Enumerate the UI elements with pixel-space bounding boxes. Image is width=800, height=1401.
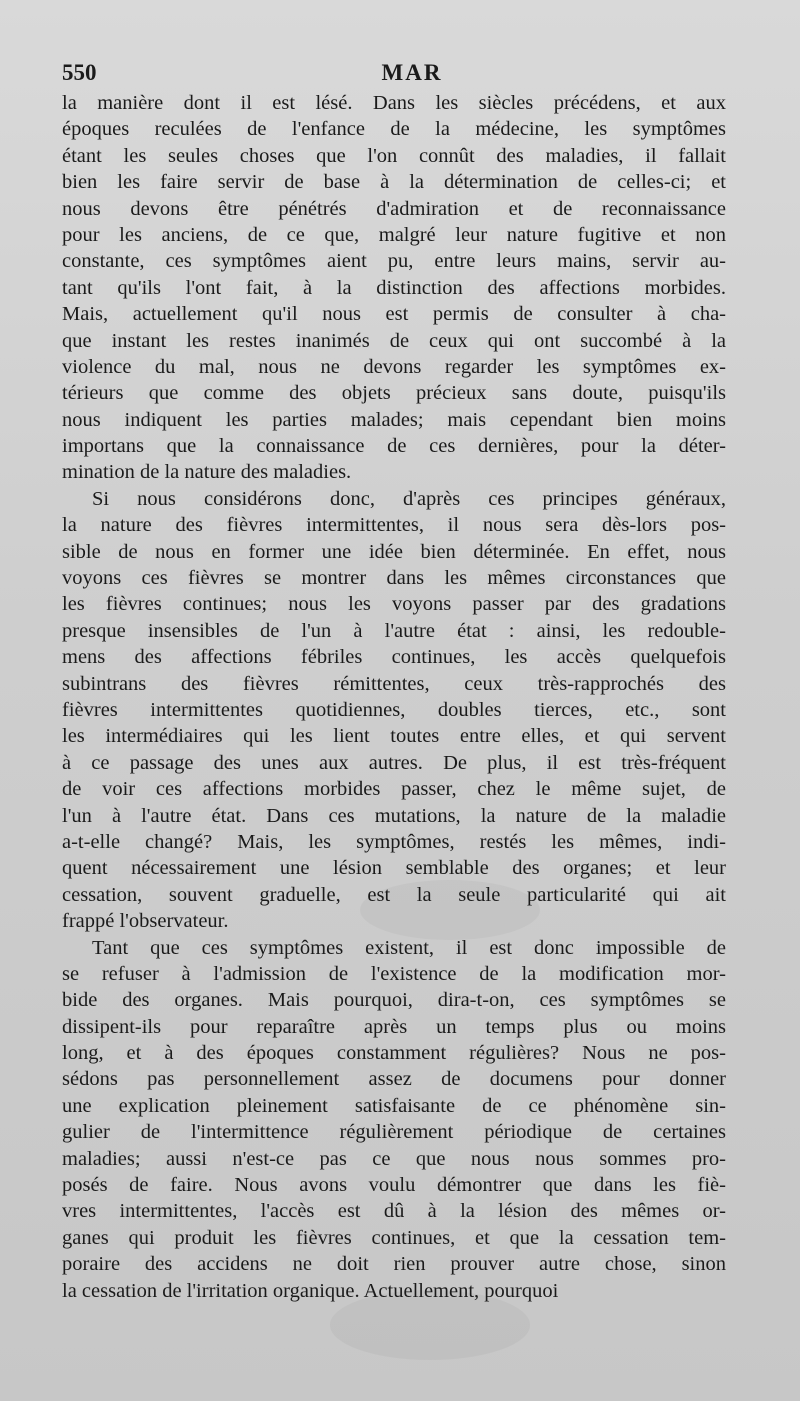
text-line: long, et à des époques constamment régulières? Nous ne pos- xyxy=(62,1042,726,1065)
text-line: mens des affections fébriles continues, les accès quelquefois xyxy=(62,646,726,669)
text-line: la nature des fièvres intermittentes, il nous sera dès-lors pos- xyxy=(62,514,726,537)
text-line: pour les anciens, de ce que, malgré leur nature fugitive et non xyxy=(62,223,726,246)
text-line: térieurs que comme des objets précieux sans doute, puisqu'ils xyxy=(62,382,726,405)
text-line: posés de faire. Nous avons voulu démontrer que dans les fiè- xyxy=(62,1174,726,1197)
text-line: bide des organes. Mais pourquoi, dira-t-on, ces symptômes se xyxy=(62,989,726,1012)
text-line: la cessation de l'irritation organique. Actuellement, pourquoi xyxy=(62,1279,559,1302)
text-line: vres intermittentes, l'accès est dû à la lésion des mêmes or- xyxy=(62,1200,726,1223)
text-line: nous indiquent les parties malades; mais cependant bien moins xyxy=(62,408,726,431)
text-line: cessation, souvent graduelle, est la seule particularité qui ait xyxy=(62,883,726,906)
text-line: fièvres intermittentes quotidiennes, doubles tierces, etc., sont xyxy=(62,698,726,721)
text-line: frappé l'observateur. xyxy=(62,910,229,933)
text-line: Mais, actuellement qu'il nous est permis de consulter à cha- xyxy=(62,303,726,326)
text-line: subintrans des fièvres rémittentes, ceux très-rapprochés des xyxy=(62,672,726,695)
text-line: sible de nous en former une idée bien déterminée. En effet, nous xyxy=(62,540,726,563)
text-line: dissipent-ils pour reparaître après un temps plus ou moins xyxy=(62,1015,726,1038)
paragraph xyxy=(62,486,726,935)
text-line: tant qu'ils l'ont fait, à la distinction des affections morbides. xyxy=(62,276,726,299)
text-line: l'un à l'autre état. Dans ces mutations, la nature de la maladie xyxy=(62,804,726,827)
body-text xyxy=(62,90,726,1304)
text-line: a-t-elle changé? Mais, les symptômes, restés les mêmes, indi- xyxy=(62,830,726,853)
text-line: que instant les restes inanimés de ceux qui ont succombé à la xyxy=(62,329,726,352)
text-line: étant les seules choses que l'on connût des maladies, il fallait xyxy=(62,144,726,167)
text-line: quent nécessairement une lésion semblable des organes; et leur xyxy=(62,857,726,880)
text-line: les intermédiaires qui les lient toutes entre elles, et qui servent xyxy=(62,725,726,748)
text-line: se refuser à l'admission de l'existence de la modification mor- xyxy=(62,962,726,985)
text-line: maladies; aussi n'est-ce pas ce que nous nous sommes pro- xyxy=(62,1147,726,1170)
text-line: bien les faire servir de base à la détermination de celles-ci; et xyxy=(62,171,726,194)
text-line: violence du mal, nous ne devons regarder les symptômes ex- xyxy=(62,355,726,378)
text-line: Tant que ces symptômes existent, il est donc impossible de xyxy=(92,936,726,959)
text-line: poraire des accidens ne doit rien prouver autre chose, sinon xyxy=(62,1253,726,1276)
paragraph xyxy=(62,90,726,486)
text-line: importans que la connaissance de ces dernières, pour la déter- xyxy=(62,435,726,458)
text-line: les fièvres continues; nous les voyons passer par des gradations xyxy=(62,593,726,616)
page-header xyxy=(62,58,762,88)
paragraph xyxy=(62,935,726,1304)
text-line: constante, ces symptômes aient pu, entre leurs mains, servir au- xyxy=(62,250,726,273)
text-line: Si nous considérons donc, d'après ces principes généraux, xyxy=(92,487,726,510)
page-number: 550 xyxy=(62,60,97,85)
running-head: MAR xyxy=(381,60,443,85)
text-line: une explication pleinement satisfaisante de ce phénomène sin- xyxy=(62,1094,726,1117)
text-line: presque insensibles de l'un à l'autre état : ainsi, les redouble- xyxy=(62,619,726,642)
text-line: voyons ces fièvres se montrer dans les mêmes circonstances que xyxy=(62,567,726,590)
text-line: gulier de l'intermittence régulièrement périodique de certaines xyxy=(62,1121,726,1144)
text-line: la manière dont il est lésé. Dans les siècles précédens, et aux xyxy=(62,92,726,114)
text-line: époques reculées de l'enfance de la médecine, les symptômes xyxy=(62,118,726,141)
text-line: mination de la nature des maladies. xyxy=(62,461,352,484)
text-line: sédons pas personnellement assez de documens pour donner xyxy=(62,1068,726,1091)
text-line: ganes qui produit les fièvres continues, et que la cessation tem- xyxy=(62,1226,726,1249)
text-line: nous devons être pénétrés d'admiration et de reconnaissance xyxy=(62,197,726,220)
text-line: de voir ces affections morbides passer, chez le même sujet, de xyxy=(62,778,726,801)
text-line: à ce passage des unes aux autres. De plus, il est très-fréquent xyxy=(62,751,726,774)
